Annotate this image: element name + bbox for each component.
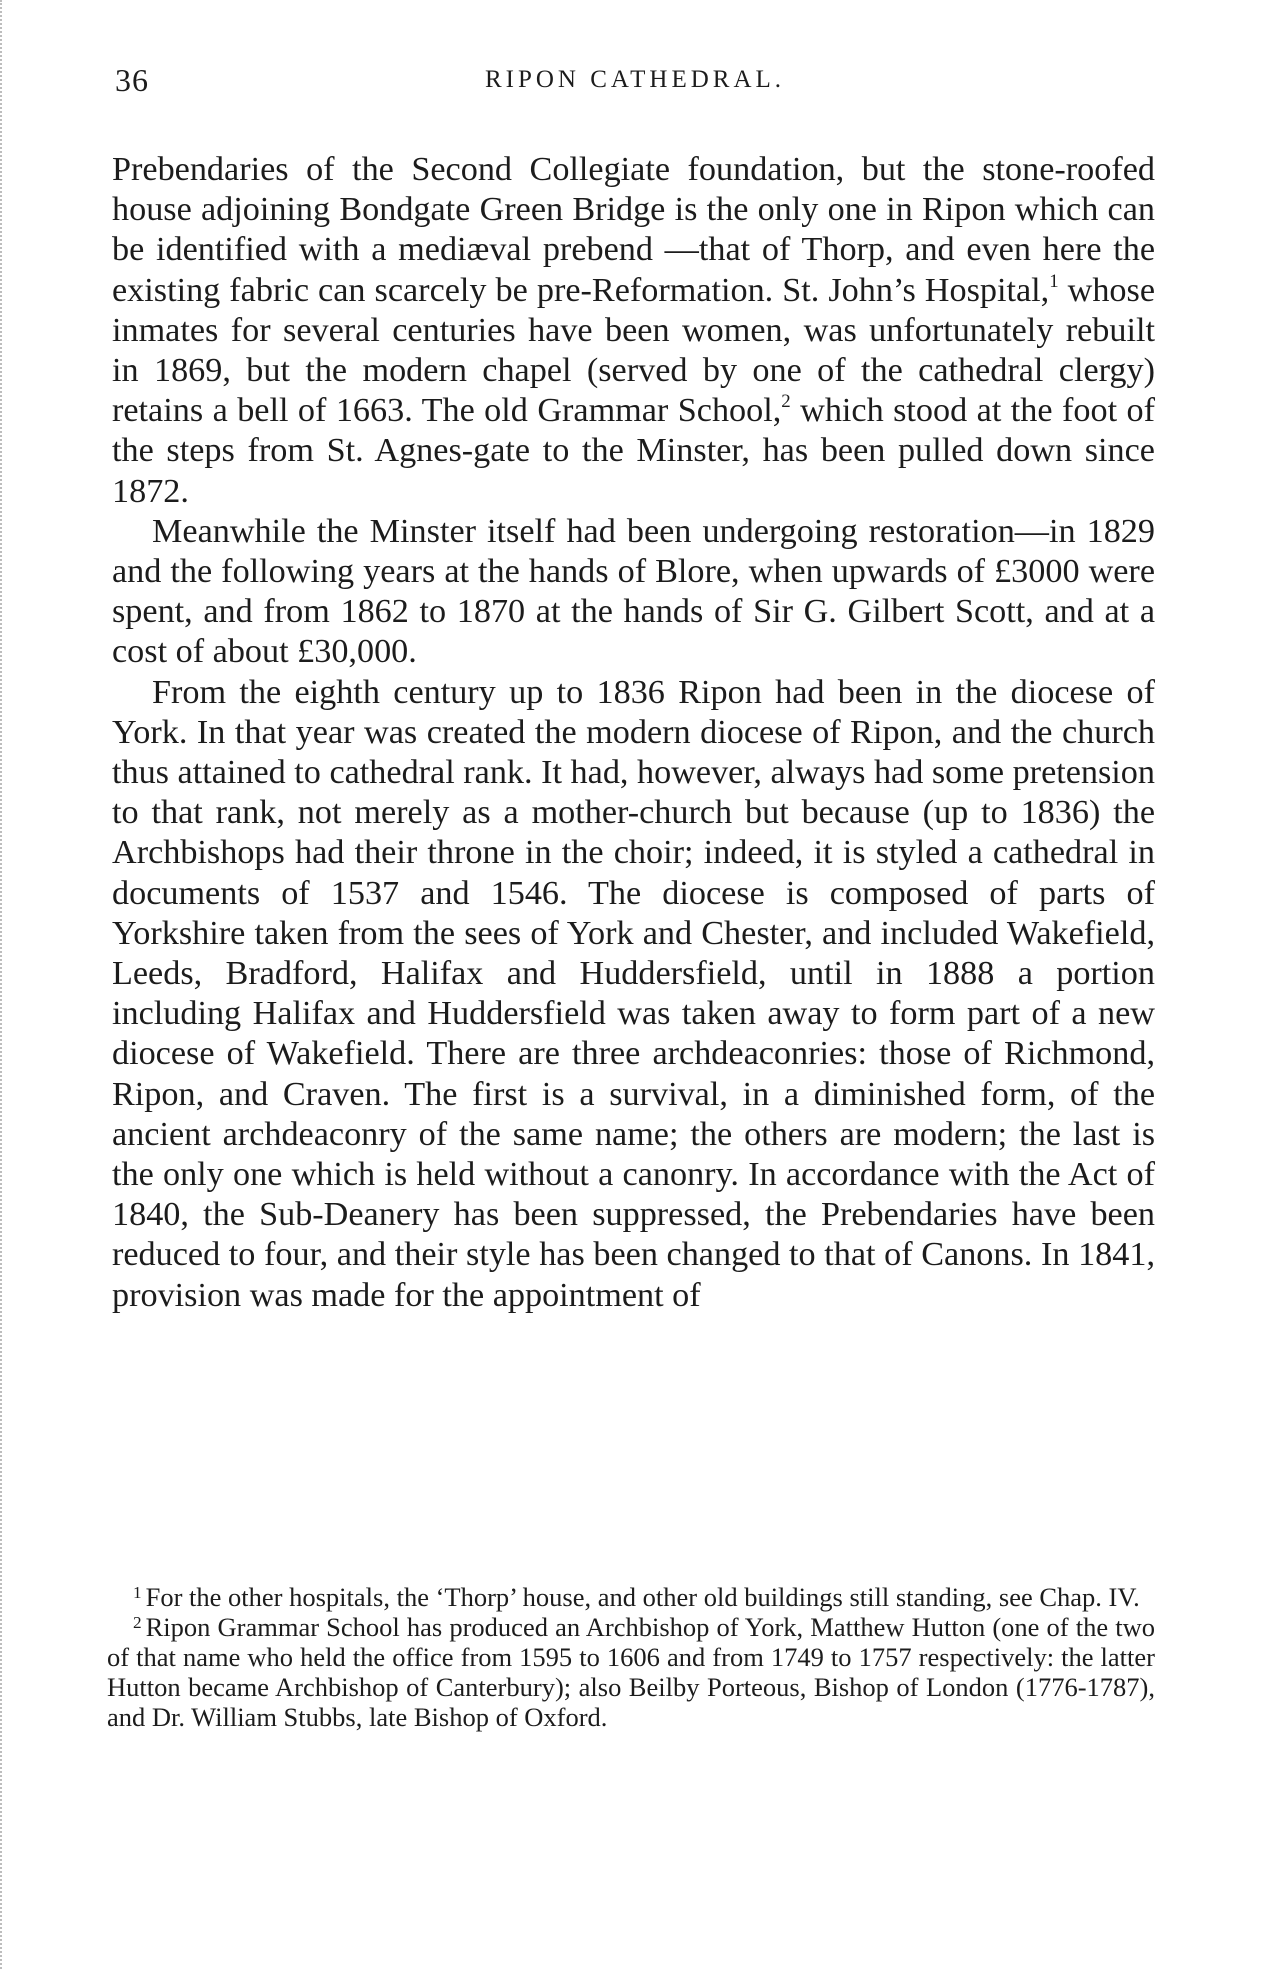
footnote-ref-1: 1 bbox=[1049, 270, 1059, 292]
paragraph-restoration: Meanwhile the Minster itself had been undergoing restoration—in 1829 and the following years at the hands of Blore, when upwards of £3000 were spent, and from 1862 to 1870 at the hands of Sir G. Gilbert Scott, and at a cost of about £30,000. bbox=[112, 512, 1155, 671]
footnote-ref-2: 2 bbox=[781, 391, 791, 413]
paragraph-diocese: From the eighth century up to 1836 Ripon had been in the diocese of York. In that year was created the modern diocese of Ripon, and the church thus attained to cathedral rank. It had, however, always had some pretension to that rank, not merely as a mother-church but because (up to 1836) the Archbishops had their throne in the choir; indeed, it is styled a cathedral in documents of 1537 and 1546. The diocese is composed of parts of Yorkshire taken from the sees of York and Chester, and included Wakefield, Leeds, Bradford, Halifax and Huddersfield, until in 1888 a portion including Halifax and Huddersfield was taken away to form part of a new diocese of Wakefield. There are three archdeaconries: those of Richmond, Ripon, and Craven. The first is a survival, in a diminished form, of the ancient archdeaconry of the same name; the others are modern; the last is the only one which is held without a canonry. In accordance with the Act of 1840, the Sub-Deanery has been suppressed, the Prebendaries have been reduced to four, and their style has been changed to that of Canons. In 1841, provision was made for the appointment of bbox=[112, 673, 1155, 1314]
running-title: RIPON CATHEDRAL. bbox=[484, 66, 786, 93]
paragraph-hospitals bbox=[112, 150, 1155, 512]
footnote-2 bbox=[107, 1612, 1155, 1732]
footnote-mark: 2 bbox=[133, 1613, 142, 1633]
paragraph-text: which stood at the foot of the steps from St. Agnes-gate to the Minster, has been pulled down since 1872. bbox=[112, 392, 1155, 510]
body-text bbox=[112, 150, 1155, 1316]
paragraph-text: whose inmates for several centuries have been women, was unfortunately rebuilt in 1869, but the modern chapel (served by one of the cathedral clergy) retains a bell of 1663. The old Grammar School, bbox=[112, 271, 1156, 430]
footnote-text: For the other hospitals, the ‘Thorp’ house, and other old buildings still standing, see Chap. IV. bbox=[145, 1582, 1140, 1612]
paragraph-text: Prebendaries of the Second Collegiate foundation, but the stone-roofed house adjoining Bondgate Green Bridge is the only one in Ripon which can be identified with a mediæval prebend —that of Thorp, and even here the existing fabric can scarcely be pre-Reformation. St. John’s Hospital, bbox=[112, 151, 1155, 309]
footnotes bbox=[107, 1582, 1155, 1732]
footnote-mark: 1 bbox=[133, 1583, 142, 1603]
page-gutter-line bbox=[0, 0, 2, 1969]
footnote-1 bbox=[107, 1582, 1155, 1612]
page-header bbox=[115, 62, 1155, 102]
footnote-text: Ripon Grammar School has produced an Archbishop of York, Matthew Hutton (one of the two of that name who held the office from 1595 to 1606 and from 1749 to 1757 respectively: the latter Hutton became Archbishop of Canterbury); also Beilby Porteous, Bishop of London (1776-1787), and Dr. William Stubbs, late Bishop of Oxford. bbox=[107, 1612, 1155, 1732]
page-number: 36 bbox=[115, 62, 149, 98]
